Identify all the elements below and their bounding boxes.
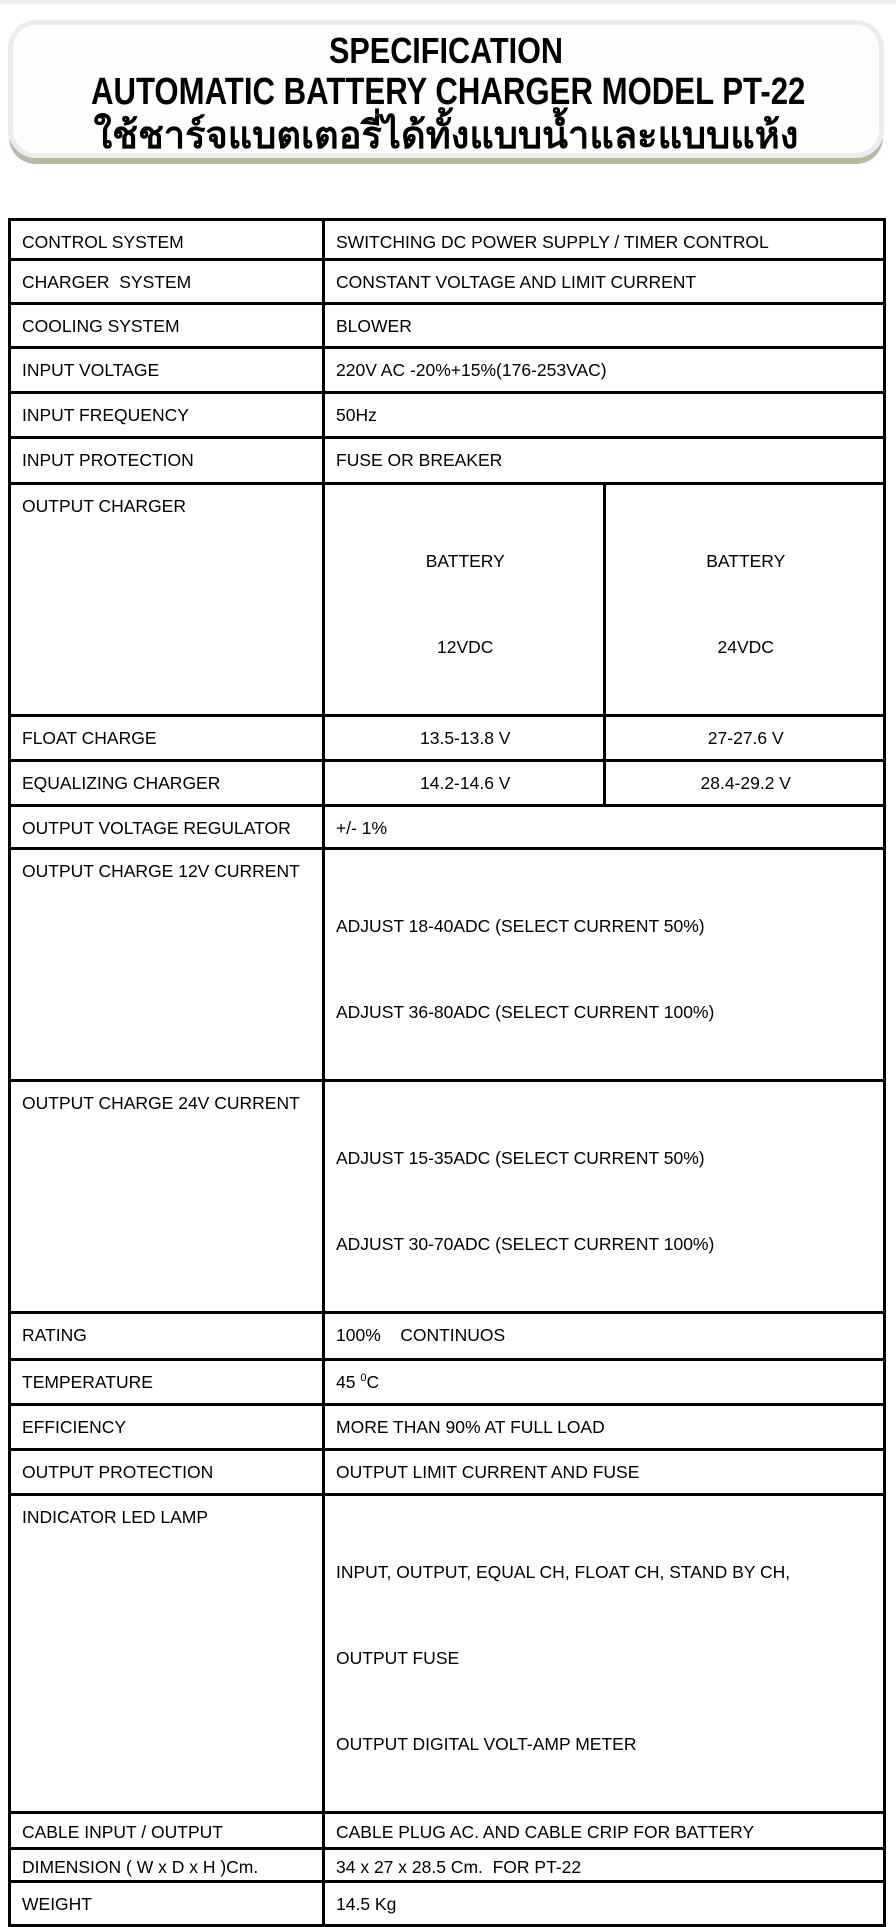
row-value-24v: [604, 484, 885, 716]
row-value-24v: 28.4-29.2 V: [604, 761, 885, 806]
table-row-weight: [10, 1882, 885, 1926]
row-label: CHARGER SYSTEM: [10, 260, 324, 304]
row-value-12v: 13.5-13.8 V: [324, 716, 605, 761]
row-label: EQUALIZING CHARGER: [10, 761, 324, 806]
row-value: [324, 1360, 885, 1405]
row-value: CONSTANT VOLTAGE AND LIMIT CURRENT: [324, 260, 885, 304]
row-value: 50Hz: [324, 393, 885, 438]
row-value: +/- 1%: [324, 806, 885, 849]
adjust-line1: ADJUST 18-40ADC (SELECT CURRENT 50%): [336, 916, 705, 936]
row-value-24v: 27-27.6 V: [604, 716, 885, 761]
table-row-input-voltage: [10, 348, 885, 393]
row-label: TEMPERATURE: [10, 1360, 324, 1405]
row-label: RATING: [10, 1313, 324, 1360]
indicator-line3: OUTPUT DIGITAL VOLT-AMP METER: [336, 1734, 637, 1754]
top-edge-strip: [0, 0, 896, 4]
row-value: 100% CONTINUOS: [324, 1313, 885, 1360]
battery-12v-line2: 12VDC: [437, 637, 494, 657]
row-label: INPUT VOLTAGE: [10, 348, 324, 393]
row-label: COOLING SYSTEM: [10, 304, 324, 348]
row-value: BLOWER: [324, 304, 885, 348]
battery-24v-line1: BATTERY: [706, 551, 786, 571]
row-label: OUTPUT PROTECTION: [10, 1450, 324, 1495]
row-label: CONTROL SYSTEM: [10, 220, 324, 260]
table-row-output-charge-12v-current: [10, 849, 885, 1081]
indicator-line1: INPUT, OUTPUT, EQUAL CH, FLOAT CH, STAND BY CH,: [336, 1562, 791, 1582]
table-row-cable-input-output: [10, 1813, 885, 1849]
table-row-input-frequency: [10, 393, 885, 438]
row-label: DIMENSION ( W x D x H )Cm.: [10, 1849, 324, 1882]
table-row-dimension: [10, 1849, 885, 1882]
model-title: AUTOMATIC BATTERY CHARGER MODEL PT-22: [90, 71, 806, 113]
row-value: 14.5 Kg: [324, 1882, 885, 1926]
row-label: OUTPUT CHARGER: [10, 484, 324, 716]
table-row-charger-system: [10, 260, 885, 304]
row-label: INPUT FREQUENCY: [10, 393, 324, 438]
row-label: CABLE INPUT / OUTPUT: [10, 1813, 324, 1849]
row-label: EFFICIENCY: [10, 1405, 324, 1450]
table-row-indicator-led-lamp: [10, 1495, 885, 1813]
adjust-line2: ADJUST 30-70ADC (SELECT CURRENT 100%): [336, 1234, 715, 1254]
table-row-temperature: [10, 1360, 885, 1405]
table-row-control-system: [10, 220, 885, 260]
row-label: FLOAT CHARGE: [10, 716, 324, 761]
row-label: OUTPUT CHARGE 12V CURRENT: [10, 849, 324, 1081]
row-value: 220V AC -20%+15%(176-253VAC): [324, 348, 885, 393]
row-label: INDICATOR LED LAMP: [10, 1495, 324, 1813]
page-title: SPECIFICATION: [328, 30, 564, 71]
table-row-output-charger: [10, 484, 885, 716]
table-row-equalizing-charger: [10, 761, 885, 806]
specification-table: [8, 218, 886, 1927]
battery-24v-line2: 24VDC: [717, 637, 774, 657]
row-value: 34 x 27 x 28.5 Cm. FOR PT-22: [324, 1849, 885, 1882]
row-value: OUTPUT LIMIT CURRENT AND FUSE: [324, 1450, 885, 1495]
table-row-input-protection: [10, 438, 885, 484]
adjust-line1: ADJUST 15-35ADC (SELECT CURRENT 50%): [336, 1148, 705, 1168]
table-row-output-charge-24v-current: [10, 1081, 885, 1313]
header-card: [8, 20, 884, 158]
table-row-cooling-system: [10, 304, 885, 348]
row-label: OUTPUT VOLTAGE REGULATOR: [10, 806, 324, 849]
row-value: MORE THAN 90% AT FULL LOAD: [324, 1405, 885, 1450]
adjust-line2: ADJUST 36-80ADC (SELECT CURRENT 100%): [336, 1002, 715, 1022]
row-label: OUTPUT CHARGE 24V CURRENT: [10, 1081, 324, 1313]
table-row-float-charge: [10, 716, 885, 761]
table-row-output-protection: [10, 1450, 885, 1495]
indicator-line2: OUTPUT FUSE: [336, 1648, 460, 1668]
row-value: CABLE PLUG AC. AND CABLE CRIP FOR BATTERY: [324, 1813, 885, 1849]
table-row-output-voltage-regulator: [10, 806, 885, 849]
thai-subtitle: ใช้ชาร์จแบตเตอรี่ได้ทั้งแบบน้ำและแบบแห้ง: [93, 115, 799, 157]
row-value-12v: 14.2-14.6 V: [324, 761, 605, 806]
degree-superscript: 0: [360, 1372, 367, 1385]
table-row-rating: [10, 1313, 885, 1360]
row-label: WEIGHT: [10, 1882, 324, 1926]
row-value: [324, 849, 885, 1081]
row-value: [324, 1495, 885, 1813]
row-value: SWITCHING DC POWER SUPPLY / TIMER CONTROL: [324, 220, 885, 260]
battery-12v-line1: BATTERY: [425, 551, 505, 571]
table-row-efficiency: [10, 1405, 885, 1450]
row-value: FUSE OR BREAKER: [324, 438, 885, 484]
row-value-12v: [324, 484, 605, 716]
temperature-number: 45: [336, 1372, 361, 1392]
row-label: INPUT PROTECTION: [10, 438, 324, 484]
temperature-unit: C: [366, 1372, 380, 1392]
row-value: [324, 1081, 885, 1313]
